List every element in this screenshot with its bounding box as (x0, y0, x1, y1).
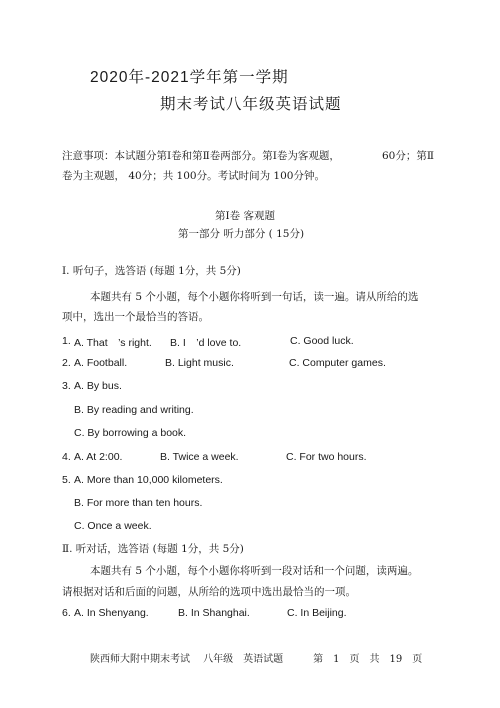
question-number: 2. (62, 357, 71, 369)
question-number: 1. (62, 335, 71, 347)
option-c: C. Good luck. (290, 335, 354, 347)
option-a: A. By bus. (74, 380, 122, 392)
option-b: B. I ’d love to. (170, 337, 242, 349)
title-line-2: 期末考试八年级英语试题 (160, 95, 342, 113)
option-b: B. By reading and writing. (74, 404, 194, 416)
part1-heading: Ⅰ. 听句子，选答语 (每题 1分，共 5分) (62, 265, 241, 277)
option-a: A. Football. (74, 357, 128, 369)
option-a: A. More than 10,000 kilometers. (74, 474, 223, 486)
option-b: B. In Shanghai. (178, 607, 250, 619)
notice-line-2: 卷为主观题， 40分；共 100分。考试时间为 100分钟。 (62, 170, 325, 182)
question-number: 3. (62, 380, 71, 392)
option-c: C. For two hours. (286, 451, 367, 463)
part1-instruction-2: 项中，选出一个最恰当的答语。 (62, 311, 209, 323)
question-number: 5. (62, 474, 71, 486)
option-c: C. Once a week. (74, 520, 152, 532)
part2-instruction-2: 请根据对话和后面的问题，从所给的选项中选出最恰当的一项。 (62, 586, 356, 598)
option-c: C. By borrowing a book. (74, 427, 187, 439)
option-b: B. For more than ten hours. (74, 497, 203, 509)
notice-line-1b: 60分；第Ⅱ (382, 150, 434, 162)
option-b: B. Twice a week. (160, 451, 239, 463)
question-number: 6. (62, 607, 71, 619)
option-a: A. That ’s right. (74, 337, 152, 349)
part-title: 第一部分 听力部分 ( 15分) (178, 228, 305, 240)
part1-instruction-1: 本题共有 5 个小题，每个小题你将听到一句话，读一遍。请从所给的选 (90, 291, 419, 303)
part2-heading: Ⅱ. 听对话，选答语 (每题 1分，共 5分) (62, 543, 244, 555)
page-footer: 陕西师大附中期末考试 八年级 英语试题 第 1 页 共 19 页 (90, 654, 423, 665)
option-a: A. In Shenyang. (74, 607, 149, 619)
option-a: A. At 2:00. (74, 451, 123, 463)
question-number: 4. (62, 451, 71, 463)
volume-title: 第Ⅰ卷 客观题 (215, 210, 275, 222)
title-line-1: 2020年-2021学年第一学期 (90, 69, 289, 86)
notice-line-1a: 注意事项：本试题分第Ⅰ卷和第Ⅱ卷两部分。第Ⅰ卷为客观题， (62, 150, 340, 162)
option-c: C. In Beijing. (287, 607, 347, 619)
option-c: C. Computer games. (289, 357, 386, 369)
part2-instruction-1: 本题共有 5 个小题，每个小题你将听到一段对话和一个问题，读两遍。 (90, 565, 419, 577)
option-b: B. Light music. (165, 357, 234, 369)
